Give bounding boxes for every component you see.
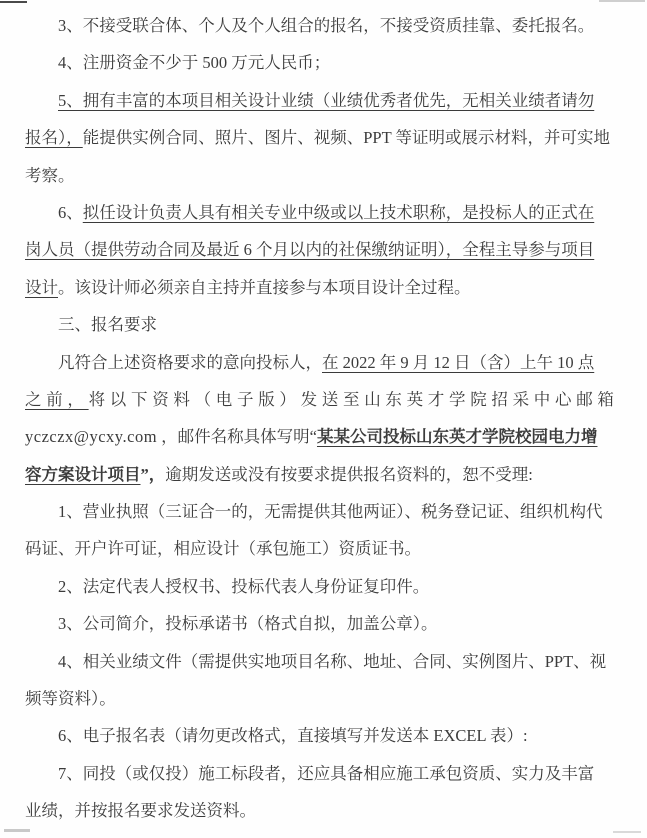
list-item-5-performance-line2 [25,119,621,156]
bold-text: ”， [140,464,166,484]
email-subject-bold-underlined: 某某公司投标山东英才学院校园电力增 [316,427,598,447]
text-segment: 4、注册资金不少于 500 万元人民币； [58,53,331,73]
text-segment: 2、法定代表人授权书、投标代表人身份证复印件。 [58,576,430,596]
section-heading-registration-requirements [25,306,621,343]
section-title: 三、报名要求 [58,315,157,335]
text-segment: 能提供实例合同、照片、图片、视频、PPT 等证明或展示材料，并可实地 [82,128,611,148]
text-segment: 7、同投（或仅投）施工标段者，还应具备相应施工承包资质、实力及丰富 [58,763,595,783]
text-segment: 6、 [58,202,83,222]
email-subject-bold-underlined: 容方案设计项目 [25,464,141,484]
material-item-7-line2 [25,792,621,829]
text-segment: ，邮件名称具体写明“ [157,427,317,447]
scan-artifact-bottom-right [613,831,641,833]
underlined-text: 拟任设计负责人具有相关专业中级或以上技术职称，是投标人的正式在 [82,202,595,222]
material-item-1-line1 [25,493,621,530]
list-item-6-designer-line1 [25,194,621,231]
underlined-text: 岗人员（提供劳动合同及最近 6 个月以内的社保缴纳证明），全程主导参与项目 [25,240,595,260]
text-segment: 码证、开户许可证，相应设计（承包施工）资质证书。 [25,539,421,559]
text-segment: 。该设计师必须亲自主持并直接参与本项目设计全过程。 [58,277,471,297]
paragraph-deadline-line1 [25,344,621,381]
text-segment: 凡符合上述资格要求的意向投标人， [58,352,322,372]
material-item-6 [25,717,621,754]
underlined-text: 5、拥有丰富的本项目相关设计业绩（业绩优秀者优先，无相关业绩者请勿 [58,90,595,110]
list-item-6-designer-line2 [25,231,621,268]
text-segment: 频等资料）。 [25,689,116,709]
material-item-4-line1 [25,643,621,680]
text-segment: 4、相关业绩文件（需提供实地项目名称、地址、合同、实例图片、PPT、视 [58,651,607,671]
list-item-3-qualification [25,7,621,44]
scan-artifact-top-right [599,0,645,2]
text-segment: 逾期发送或没有按要求提供报名资料的，恕不受理: [165,464,533,484]
text-segment: 3、公司简介，投标承诺书（格式自拟，加盖公章）。 [58,614,438,634]
scan-artifact-bottom-left [4,829,30,832]
text-segment: 6、电子报名表（请勿更改格式，直接填写并发送本 EXCEL 表）: [58,726,528,746]
list-item-4-capital [25,44,621,81]
text-segment: 3、不接受联合体、个人及个人组合的报名，不接受资质挂靠、委托报名。 [58,16,595,35]
underlined-text: 之前， [25,389,89,409]
text-segment: 考察。 [25,165,75,185]
material-item-7-line1 [25,755,621,792]
deadline-date-underlined: 在 2022 年 9 月 12 日（含）上午 10 点 [322,352,595,372]
material-item-3 [25,605,621,642]
material-item-4-line2 [25,680,621,717]
text-segment: 业绩，并按报名要求发送资料。 [25,801,256,821]
material-item-2 [25,568,621,605]
email-address: yczczx@ycxy.com [25,427,158,447]
scan-artifact-top-left [0,1,27,3]
underlined-text: 设计 [25,277,58,297]
list-item-5-performance-line1 [25,82,621,119]
list-item-6-designer-line3 [25,269,621,306]
list-item-5-performance-line3 [25,157,621,194]
material-item-1-line2 [25,530,621,567]
paragraph-email-line [25,418,621,455]
text-segment: 将以下资料（电子版）发送至山东英才学院招采中心邮箱 [88,389,619,409]
paragraph-deadline-line2 [25,381,621,418]
underlined-text: 报名）， [25,128,83,148]
paragraph-subject-continuation [25,456,621,493]
text-segment: 1、营业执照（三证合一的，无需提供其他两证）、税务登记证、组织机构代 [58,502,603,522]
